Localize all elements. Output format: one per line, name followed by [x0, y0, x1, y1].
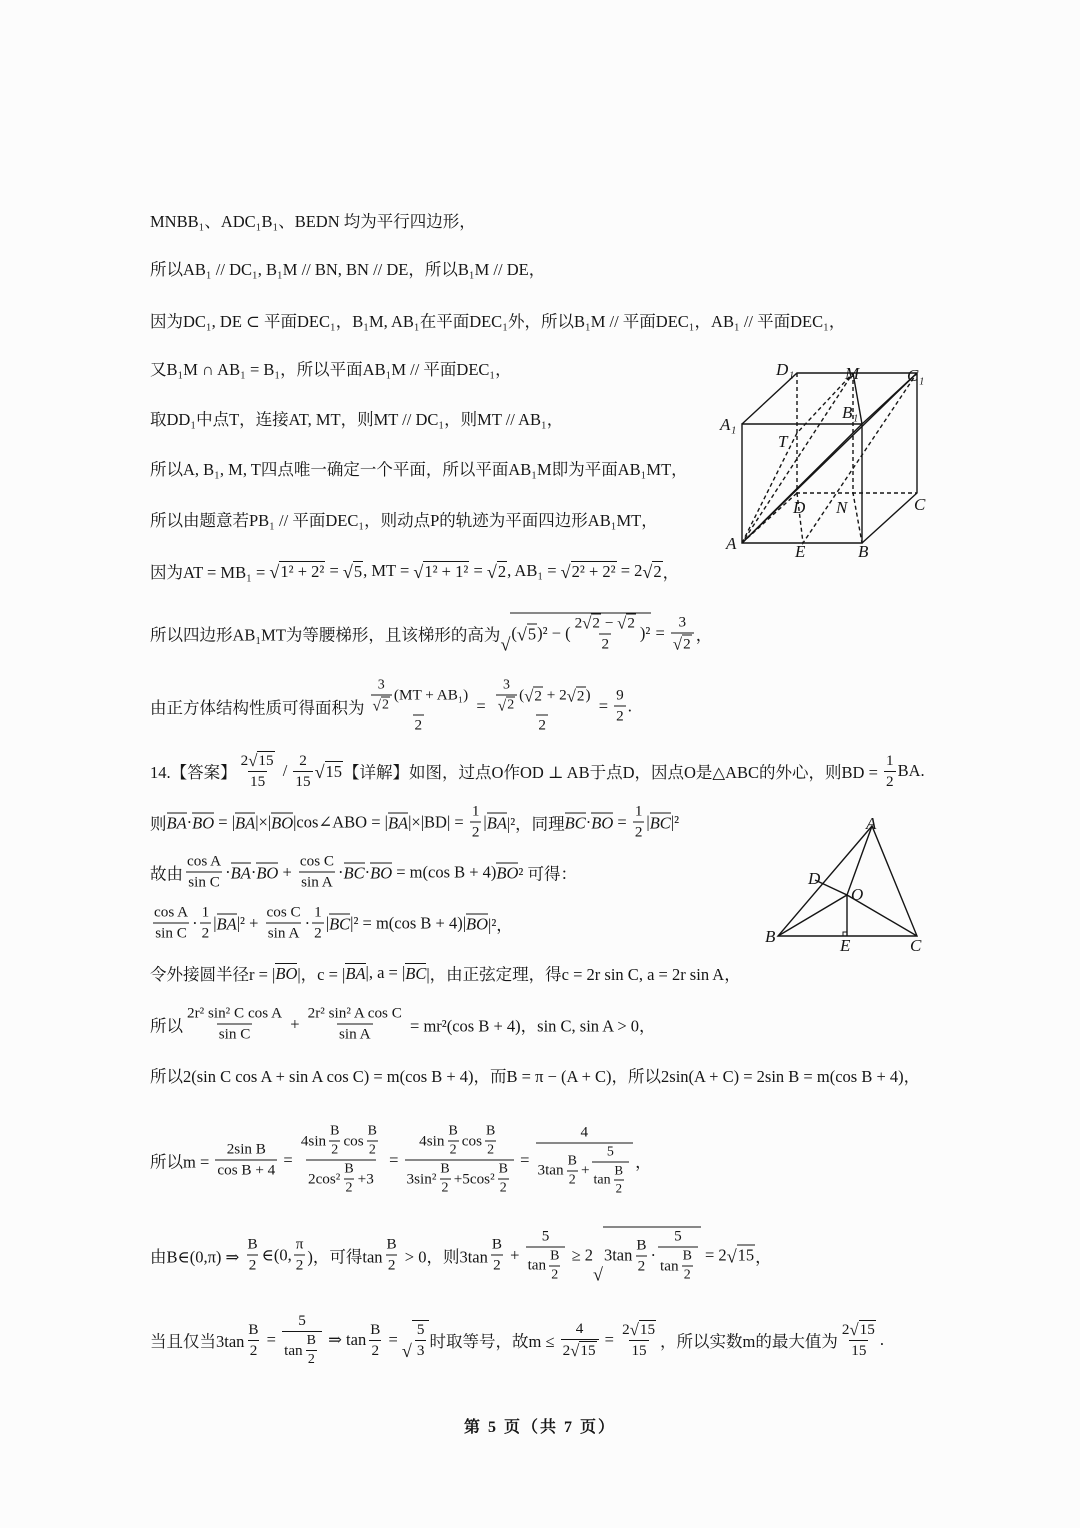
- text-run: |，由正弦定理，得c = 2r sin C, a = 2r sin A，: [426, 965, 741, 984]
- text-run: 3: [678, 613, 687, 630]
- vector: BC: [405, 964, 427, 984]
- text-run: 令外接圆半径r = |: [150, 965, 276, 984]
- text-run: 2: [381, 697, 389, 713]
- vector: BO: [192, 813, 215, 833]
- text-run: B: [636, 1236, 647, 1253]
- text-run: 2: [683, 1267, 691, 1283]
- text-run: 所以四边形AB₁MT为等腰梯形，且该梯形的高为: [150, 625, 501, 644]
- radical-sign: √: [497, 697, 507, 715]
- triangle-label: O: [851, 885, 864, 904]
- text-run: 2: [534, 687, 542, 704]
- text-run: B: [448, 1123, 458, 1139]
- text-run: 时取等号，故m ≤: [429, 1332, 559, 1351]
- text-run: 3sin²: [406, 1170, 437, 1187]
- text-run: 9: [616, 686, 624, 704]
- text-run: )² − (: [537, 623, 571, 643]
- text-run: 4: [580, 1123, 589, 1141]
- text-run: 1² + 1²: [424, 561, 469, 581]
- text-run: 5: [416, 1321, 425, 1338]
- vector: BC: [343, 863, 365, 883]
- text-run: ，: [755, 1247, 772, 1266]
- text-run: 5: [606, 1144, 614, 1160]
- radical-sign: √: [629, 1320, 639, 1340]
- radical-sign: √: [413, 562, 424, 583]
- text-run: |, a = |: [365, 963, 406, 982]
- text-run: |²: [670, 812, 680, 831]
- text-run: 2: [371, 1341, 380, 1359]
- text-run: =: [384, 1330, 402, 1349]
- text-run: , MT =: [363, 561, 414, 580]
- text-run: )，可得tan: [307, 1247, 383, 1266]
- text-run: = 2: [700, 1245, 727, 1264]
- text-run: |: [483, 812, 487, 831]
- text-run: ∈(0,: [261, 1245, 292, 1264]
- triangle-label: A: [866, 814, 877, 833]
- text-run: 2: [307, 1352, 315, 1367]
- text-run: 2: [841, 1320, 850, 1338]
- text-run: |: [646, 812, 650, 831]
- text-run: 2: [615, 1181, 623, 1196]
- text-run: = 2: [616, 561, 643, 580]
- radical-sign: √: [524, 686, 534, 706]
- text-run: (: [511, 623, 517, 643]
- text-run: 15: [258, 752, 274, 769]
- text-run: 2: [499, 1180, 507, 1196]
- text-run: 15: [639, 1321, 656, 1338]
- text-run: |，c = |: [297, 965, 346, 984]
- vector: BO: [370, 863, 393, 883]
- radical-sign: √: [582, 613, 592, 633]
- text-run: 2: [331, 1142, 339, 1158]
- text-run: 【详解】如图，过点O作OD ⊥ AB于点D，因点O是△ABC的外心，则BD =: [343, 763, 882, 782]
- text-run: sin A: [267, 924, 300, 942]
- text-run: B: [306, 1333, 316, 1348]
- text-run: MNBB₁、ADC₁B₁、BEDN 均为平行四边形，: [150, 212, 476, 231]
- text-run: ·: [364, 862, 371, 881]
- text-run: B: [344, 1161, 354, 1177]
- text-run: sin A: [338, 1025, 371, 1043]
- vector: BA: [486, 813, 507, 833]
- text-run: ·: [250, 862, 257, 881]
- radical-sign: √: [642, 562, 653, 583]
- text-run: 所以: [150, 1016, 183, 1035]
- text-run: |×|BD| =: [408, 812, 468, 831]
- text-run: +5cos²: [453, 1170, 495, 1187]
- text-run: =: [472, 696, 490, 715]
- text-run: 2sin B: [226, 1140, 266, 1158]
- text-run: =: [613, 812, 631, 831]
- text-run: 2: [562, 1341, 571, 1359]
- text-run: 15: [737, 1245, 755, 1265]
- text-run: sin A: [301, 873, 333, 891]
- cube-label: A₁: [720, 415, 737, 434]
- text-run: B: [440, 1161, 450, 1177]
- text-run: 2² + 2²: [571, 561, 616, 581]
- text-run: B: [370, 1320, 381, 1338]
- text-run: 2: [886, 772, 894, 790]
- text-run: 3: [502, 677, 510, 693]
- text-run: 2: [634, 823, 643, 841]
- text-run: 5: [674, 1227, 682, 1245]
- vector: BO: [271, 813, 294, 833]
- text-run: 2: [637, 1257, 646, 1274]
- text-run: 2: [314, 924, 322, 942]
- text-run: 2cos²: [307, 1170, 341, 1187]
- text-run: ² 可得：: [518, 864, 577, 883]
- text-run: 2: [627, 614, 635, 632]
- text-run: 1: [201, 903, 210, 921]
- triangle-label: B: [765, 927, 776, 946]
- radical-sign: √: [401, 1340, 412, 1361]
- text-run: tan: [284, 1341, 303, 1359]
- text-run: 2: [240, 751, 249, 769]
- cube-label: C: [914, 495, 926, 514]
- triangle-label: C: [910, 936, 922, 955]
- text-run: 2: [368, 1142, 376, 1158]
- text-run: sin C: [188, 873, 220, 891]
- text-run: 15: [295, 772, 311, 790]
- text-run: B: [550, 1248, 560, 1263]
- text-run: ，: [695, 625, 713, 644]
- text-run: ·: [225, 862, 231, 881]
- text-run: .: [879, 1330, 884, 1349]
- text-run: B: [491, 1235, 503, 1253]
- text-run: tan: [593, 1172, 611, 1187]
- text-run: 5: [527, 624, 537, 643]
- text-run: B: [682, 1248, 692, 1264]
- cube-label: E: [795, 542, 806, 561]
- radical-sign: √: [570, 1341, 580, 1361]
- text-run: 2: [568, 1172, 576, 1187]
- vector: BC: [329, 914, 351, 934]
- text-run: ，: [635, 1152, 652, 1171]
- text-run: 又B₁M ∩ AB₁ = B₁，所以平面AB₁M // 平面DEC₁，: [150, 360, 512, 379]
- vector: BA: [166, 813, 187, 833]
- vector: BO: [275, 964, 298, 984]
- text-run: 2: [414, 716, 423, 734]
- radical-sign: √: [849, 1320, 859, 1340]
- text-run: 2: [345, 1180, 353, 1196]
- text-run: 2: [249, 1341, 258, 1359]
- text-run: 15: [851, 1342, 867, 1359]
- page-footer: 第 5 页（共 7 页）: [463, 1419, 616, 1436]
- text-run: 3tan: [603, 1245, 633, 1265]
- text-run: (: [519, 686, 525, 704]
- vector: BA: [230, 863, 251, 883]
- text-run: .: [627, 696, 632, 715]
- text-run: 14.【答案】: [150, 763, 237, 782]
- text-run: )²: [639, 623, 651, 643]
- text-run: 3: [416, 1342, 425, 1359]
- text-run: B: [614, 1163, 624, 1178]
- text-run: 2: [653, 561, 662, 581]
- text-run: 4sin: [419, 1132, 445, 1149]
- text-run: B: [567, 1153, 577, 1168]
- text-run: =: [262, 1330, 281, 1349]
- text-run: cos C: [266, 903, 301, 921]
- text-run: 当且仅当3tan: [150, 1332, 245, 1351]
- text-run: B: [367, 1123, 377, 1139]
- text-run: 5: [298, 1312, 306, 1329]
- text-run: |cos∠ABO = |: [293, 812, 388, 831]
- vector: BA: [387, 813, 409, 833]
- vector: BA: [216, 914, 237, 934]
- text-run: 15: [859, 1321, 875, 1338]
- text-run: 2: [201, 924, 210, 942]
- text-run: tan: [660, 1257, 679, 1274]
- radical-sign: √: [593, 1264, 603, 1285]
- text-run: 1: [314, 903, 322, 921]
- text-run: 2: [616, 707, 624, 725]
- diagonal-AB1: [742, 424, 862, 543]
- text-run: cos A: [154, 903, 189, 921]
- text-run: sin C: [218, 1025, 251, 1043]
- text-run: tan: [527, 1256, 547, 1274]
- text-run: sin C: [155, 924, 187, 942]
- text-run: 2: [487, 1142, 495, 1158]
- text-run: 2: [471, 823, 480, 841]
- text-run: 5: [541, 1227, 550, 1244]
- text-run: B: [386, 1235, 397, 1253]
- text-run: 因为AT = MB₁ =: [150, 563, 270, 582]
- text-run: B: [330, 1123, 340, 1139]
- text-run: ·: [585, 812, 592, 831]
- triangle-label: E: [840, 936, 851, 955]
- text-run: 15: [250, 773, 266, 790]
- text-run: cos A: [187, 852, 222, 870]
- text-run: 所以m =: [150, 1152, 214, 1171]
- radical-sign: √: [342, 562, 353, 583]
- cube-label: B: [858, 542, 869, 561]
- text-run: −: [600, 614, 618, 631]
- text-run: 2r² sin² A cos C: [307, 1004, 402, 1022]
- text-run: cos C: [299, 852, 335, 870]
- text-run: BA.: [897, 761, 925, 780]
- triangle-diagram: [778, 826, 917, 936]
- radical-sign: √: [372, 697, 381, 715]
- cube-label: C₁: [907, 366, 925, 385]
- text-run: 2: [441, 1180, 449, 1196]
- text-run: 2r² sin² C cos A: [187, 1004, 283, 1022]
- cube-label: B₁: [842, 403, 859, 422]
- text-run: =: [515, 1150, 534, 1169]
- text-run: 2: [299, 751, 307, 769]
- text-run: π: [295, 1235, 304, 1253]
- text-run: > 0，则3tan: [400, 1247, 488, 1266]
- text-run: +: [278, 862, 296, 881]
- text-run: 则: [150, 814, 167, 833]
- text-run: 2: [576, 687, 585, 704]
- text-run: 4: [575, 1320, 584, 1337]
- text-run: =: [651, 623, 669, 642]
- text-run: 1: [471, 802, 480, 820]
- text-run: 所以2(sin C cos A + sin A cos C) = m(cos B + 4)，而B = π − (A + C)，所以2sin(A + C) = 2sin B = m(cos B + 4)，: [150, 1067, 921, 1086]
- text-run: 1² + 2²: [280, 561, 325, 581]
- text-run: ·: [192, 913, 198, 932]
- text-run: 2: [295, 1256, 304, 1274]
- radical-sign: √: [248, 751, 258, 771]
- cube-label: T: [778, 432, 788, 451]
- text-run: 所以A, B₁, M, T四点唯一确定一个平面，所以平面AB₁M即为平面AB₁MT，: [150, 460, 688, 479]
- text-run: cos B + 4: [217, 1161, 276, 1179]
- text-run: 15: [325, 761, 343, 781]
- text-run: 2: [449, 1142, 457, 1158]
- cube-label: D: [793, 498, 806, 517]
- text-run: 2: [248, 1256, 257, 1274]
- text-run: +3: [357, 1170, 374, 1187]
- text-run: 由正方体结构性质可得面积为: [150, 698, 365, 717]
- text-run: +: [580, 1161, 590, 1179]
- text-run: 1: [886, 751, 894, 769]
- text-run: 2: [683, 635, 691, 652]
- text-run: cos: [461, 1132, 482, 1149]
- text-run: ·: [186, 812, 193, 831]
- radical-sign: √: [516, 624, 527, 645]
- text-run: 1: [634, 802, 643, 820]
- radical-sign: √: [672, 634, 683, 654]
- text-run: |² = m(cos B + 4)|: [350, 913, 467, 932]
- text-run: = m(cos B + 4): [392, 862, 497, 881]
- text-run: 所以AB₁ // DC₁, B₁M // BN, BN // DE，所以B₁M // DE，: [150, 260, 546, 279]
- text-run: = |: [214, 812, 236, 831]
- text-run: + 2: [543, 686, 567, 704]
- vector: BC: [649, 813, 671, 833]
- text-run: |²，同理: [506, 814, 565, 833]
- triangle-label: D: [808, 869, 821, 888]
- text-run: 2: [493, 1256, 501, 1274]
- text-run: cos: [343, 1132, 364, 1149]
- text-run: ·: [650, 1245, 657, 1265]
- text-run: =: [384, 1150, 403, 1169]
- radical-sign: √: [269, 562, 280, 583]
- radical-sign: √: [560, 562, 571, 583]
- text-run: 由B∈(0,π) ⇒: [150, 1247, 244, 1266]
- text-run: ，: [662, 563, 680, 582]
- vector: BO: [591, 813, 614, 833]
- text-run: ≥ 2: [567, 1245, 593, 1264]
- text-run: |²，: [488, 915, 513, 934]
- cube-label: N: [836, 498, 848, 517]
- text-run: 所以由题意若PB₁ // 平面DEC₁，则动点P的轨迹为平面四边形AB₁MT，: [150, 511, 658, 530]
- text-run: 2: [551, 1267, 559, 1282]
- text-run: 5: [353, 561, 363, 581]
- text-run: =: [594, 696, 613, 715]
- text-run: 2: [497, 561, 507, 581]
- cube-label: D₁: [776, 360, 795, 379]
- text-run: 2: [574, 614, 583, 631]
- text-run: B: [486, 1123, 496, 1139]
- text-run: =: [600, 1330, 619, 1349]
- vector: BO: [466, 914, 489, 934]
- text-run: B: [247, 1235, 258, 1253]
- text-run: ): [585, 686, 591, 704]
- text-run: B: [248, 1320, 259, 1338]
- text-run: 2: [622, 1320, 630, 1338]
- vector: BO: [256, 863, 279, 883]
- vector: BA: [235, 813, 256, 833]
- radical-sign: √: [726, 1246, 737, 1267]
- vector: BO: [496, 863, 519, 883]
- cube-label: M: [845, 364, 860, 383]
- vector: BC: [564, 813, 586, 833]
- text-run: =: [469, 561, 487, 580]
- text-run: 取DD₁中点T，连接AT, MT，则MT // DC₁，则MT // AB₁，: [150, 410, 564, 429]
- text-run: |² +: [236, 913, 263, 932]
- radical-sign: √: [566, 686, 576, 706]
- text-run: 4sin: [300, 1132, 327, 1149]
- text-run: +: [506, 1245, 524, 1264]
- text-run: /: [278, 761, 292, 780]
- text-run: 因为DC₁, DE ⊂ 平面DEC₁，B₁M, AB₁在平面DEC₁外，所以B₁M // 平面DEC₁，AB₁ // 平面DEC₁，: [150, 312, 846, 331]
- text-run: = mr²(cos B + 4)，sin C, sin A > 0，: [405, 1016, 656, 1035]
- text-run: =: [325, 561, 343, 580]
- text-run: =: [279, 1150, 297, 1169]
- text-run: ，所以实数m的最大值为: [660, 1332, 838, 1351]
- text-run: (MT + AB₁): [393, 686, 469, 704]
- text-run: ·: [338, 862, 344, 881]
- text-run: 15: [580, 1342, 596, 1359]
- text-run: B: [498, 1161, 508, 1177]
- text-run: |×|: [255, 812, 272, 831]
- text-run: |: [213, 913, 217, 932]
- radical-sign: √: [500, 634, 511, 655]
- text-run: ·: [304, 913, 311, 932]
- text-run: 2: [387, 1256, 396, 1274]
- text-run: 2: [538, 716, 546, 734]
- text-run: 15: [631, 1342, 647, 1359]
- text-run: 2: [592, 614, 600, 632]
- text-run: 2: [507, 697, 515, 713]
- radical-sign: √: [486, 562, 497, 583]
- text-run: 2: [601, 635, 610, 653]
- text-run: |: [325, 913, 330, 932]
- text-run: +: [286, 1014, 304, 1033]
- text-run: 3: [377, 677, 385, 693]
- text-run: ⇒ tan: [323, 1330, 367, 1349]
- text-run: 故由: [150, 864, 183, 883]
- text-run: 3tan: [537, 1161, 564, 1179]
- cube-label: A: [726, 534, 737, 553]
- text-run: , AB₁ =: [507, 561, 561, 580]
- vector: BA: [345, 964, 366, 984]
- radical-sign: √: [617, 613, 627, 633]
- radical-sign: √: [314, 762, 325, 783]
